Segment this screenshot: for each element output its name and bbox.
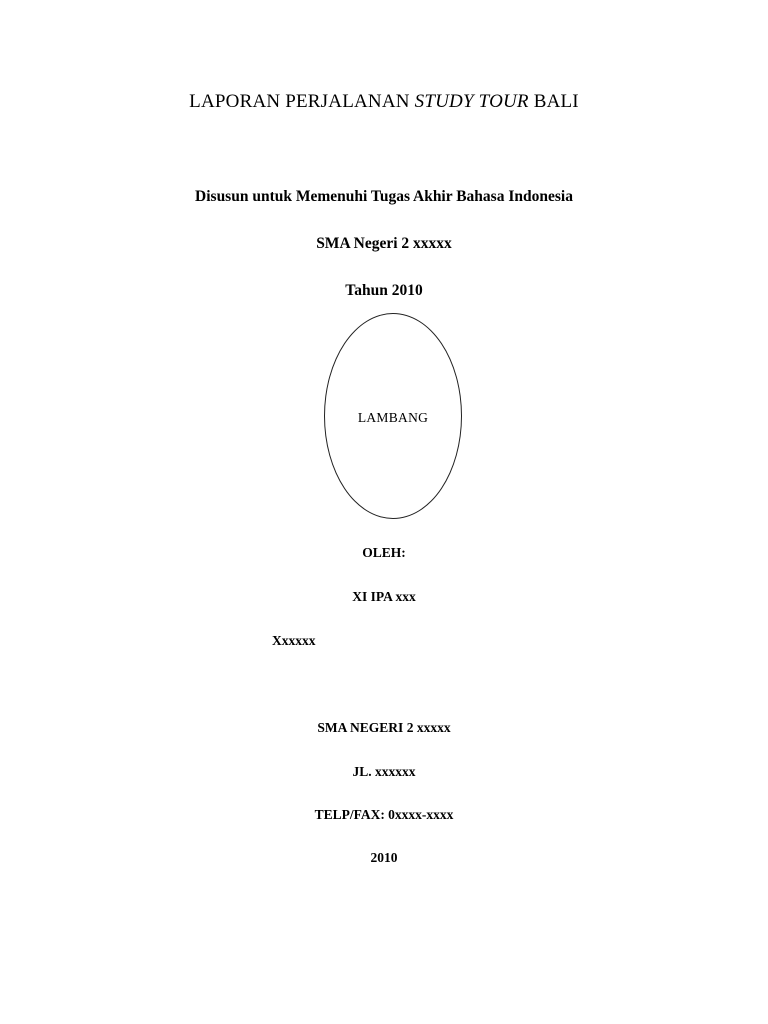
year-line: Tahun 2010 [345,282,423,299]
footer-year: 2010 [370,850,398,865]
footer-phone: TELP/FAX: 0xxxx-xxxx [314,807,454,822]
report-title [0,92,768,111]
school-line: SMA Negeri 2 xxxxx [316,235,452,252]
emblem-placeholder [324,313,462,519]
title-suffix: BALI [528,91,579,112]
footer-school: SMA NEGERI 2 xxxxx [317,720,451,735]
purpose-line: Disusun untuk Memenuhi Tugas Akhir Bahasa Indonesia [195,188,573,205]
author-name: Xxxxxx [272,633,316,648]
class-name: XI IPA xxx [352,589,416,604]
emblem-label: LAMBANG [357,410,429,425]
title-prefix: LAPORAN PERJALANAN [189,91,415,112]
title-italic: STUDY TOUR [414,91,529,112]
footer-address: JL. xxxxxx [352,764,416,779]
by-label: OLEH: [362,545,406,560]
